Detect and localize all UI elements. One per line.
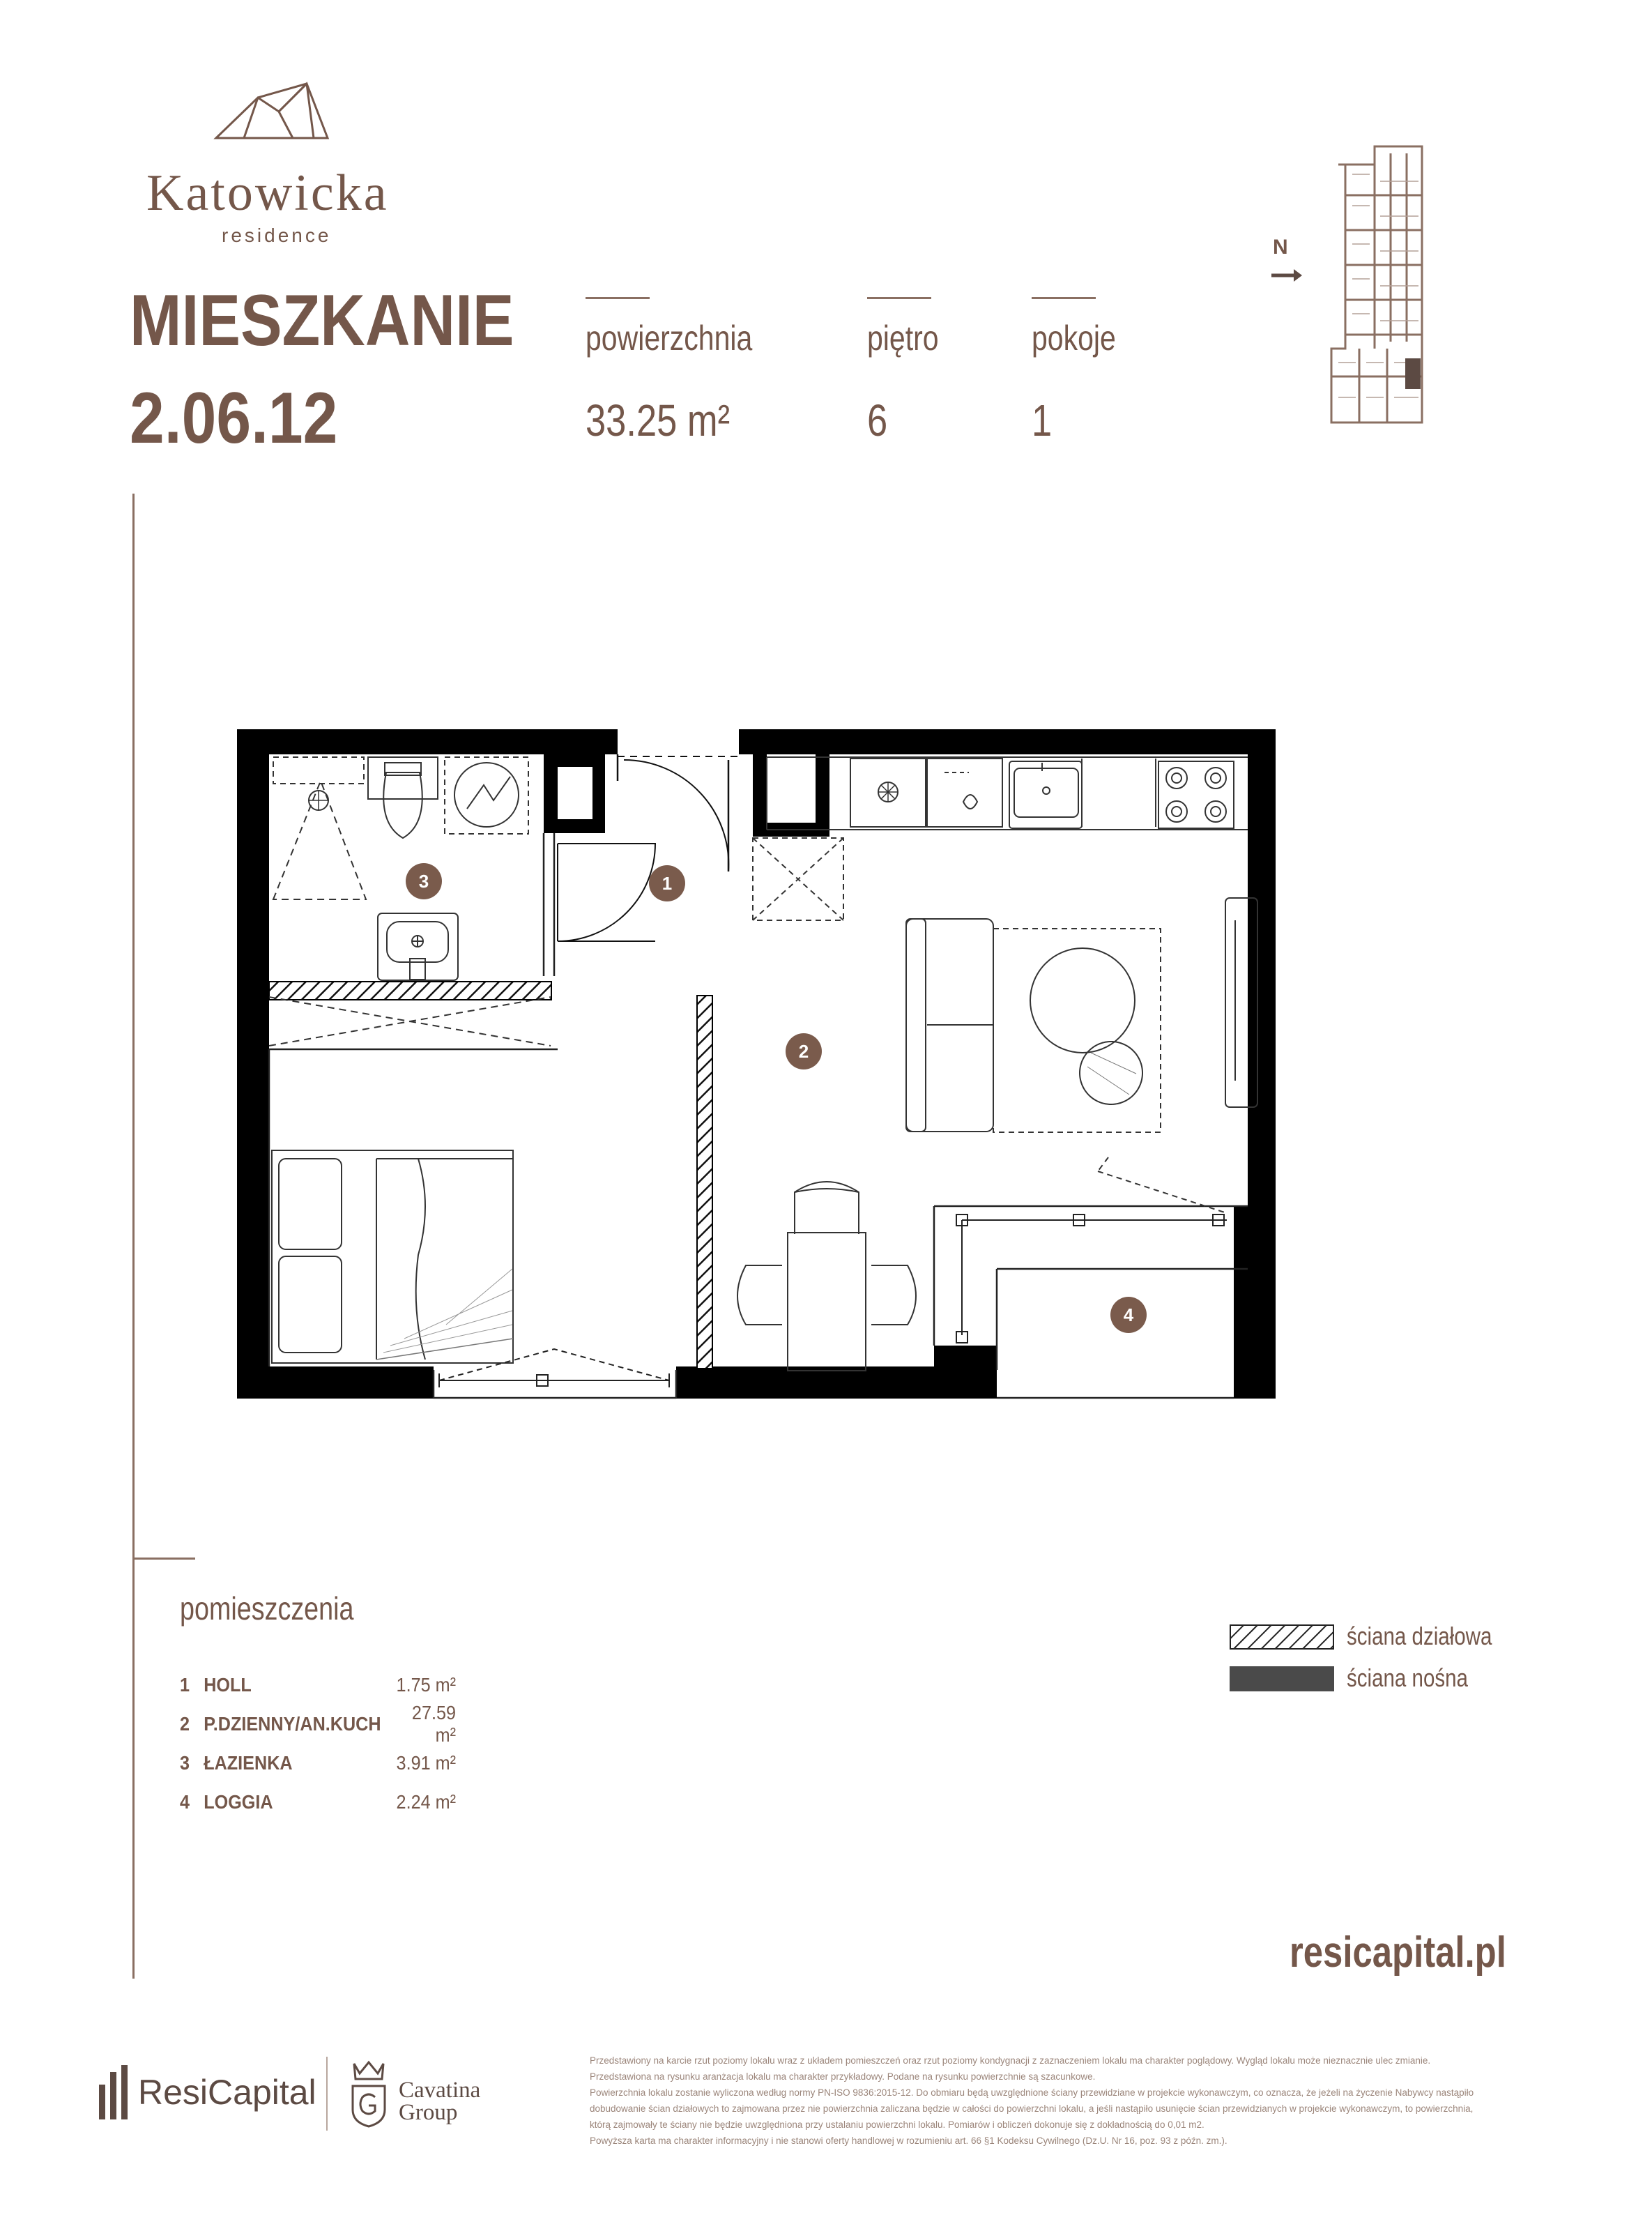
area-rule — [586, 297, 650, 299]
room-number: 1 — [180, 1674, 190, 1696]
room-name: HOLL — [204, 1674, 252, 1696]
legal-disclaimer — [590, 2053, 1489, 2149]
room-badge-3 — [406, 863, 442, 899]
floor-plan — [237, 718, 1303, 1422]
svg-text:4: 4 — [1123, 1304, 1134, 1325]
room-badge-2 — [786, 1033, 822, 1069]
left-divider-line — [132, 494, 135, 1979]
room-badge-1 — [649, 865, 685, 901]
unit-highlight — [1405, 358, 1421, 389]
partition-wall-label: ściana działowa — [1347, 1622, 1492, 1650]
room-name: ŁAZIENKA — [204, 1752, 293, 1774]
partition-wall-swatch — [1230, 1624, 1334, 1650]
brand-name: Katowicka — [146, 165, 389, 222]
rooms-rule — [1032, 297, 1096, 299]
room-name: P.DZIENNY/AN.KUCH — [204, 1713, 381, 1735]
floor-rule — [867, 297, 931, 299]
room-row — [180, 1668, 456, 1703]
room-number: 3 — [180, 1752, 190, 1774]
resicapital-logo — [98, 2064, 316, 2121]
room-area: 1.75 m² — [396, 1674, 456, 1696]
apartment-number: 2.06.12 — [130, 378, 338, 459]
room-badge-4 — [1110, 1297, 1147, 1333]
rooms-label: pokoje — [1032, 319, 1116, 358]
partition-walls — [269, 982, 712, 1369]
compass-arrow-icon — [1270, 265, 1305, 286]
room-name: LOGGIA — [204, 1791, 273, 1813]
svg-text:3: 3 — [418, 871, 429, 892]
room-area: 2.24 m² — [396, 1791, 456, 1813]
cavatina-crest-icon — [349, 2058, 389, 2128]
room-area: 27.59 m² — [411, 1702, 456, 1746]
floor-value: 6 — [867, 395, 888, 446]
room-area: 3.91 m² — [396, 1752, 456, 1774]
section-tick — [132, 1558, 195, 1560]
footer-divider — [326, 2057, 328, 2131]
rooms-value: 1 — [1032, 395, 1053, 446]
cavatina-line2: Group — [399, 2100, 458, 2125]
room-row — [180, 1785, 456, 1820]
resicapital-name: ResiCapital — [138, 2073, 316, 2112]
floor-label: piętro — [867, 319, 939, 358]
cavatina-name — [399, 2079, 480, 2124]
area-value: 33.25 m² — [586, 395, 731, 446]
disclaimer-line: Przedstawiona na rysunku aranżacja lokalu ma charakter przykładowy. Podane na rysunku powierzchnie są szacunkowe. — [590, 2071, 1096, 2082]
resicapital-bars-icon — [98, 2064, 130, 2121]
svg-text:2: 2 — [798, 1041, 809, 1062]
load-bearing-wall-label: ściana nośna — [1347, 1663, 1468, 1692]
load-bearing-wall-swatch — [1230, 1666, 1334, 1691]
brand-subtitle: residence — [222, 224, 332, 246]
brand-mountain-logo — [209, 77, 335, 143]
svg-text:1: 1 — [661, 873, 673, 894]
room-row — [180, 1746, 456, 1781]
apartment-title: MIESZKANIE — [130, 280, 514, 361]
disclaimer-line: Powierzchnia lokalu zostanie wyliczona według normy PN-ISO 9836:2015-12. Do obmiaru będą uwzględnione ściany przewidziane w projekcie wykonawczym, co oznacza, że jeżeli na życzenie Nabywcy nastąpiło dobudowanie ścian działowych to zajmowana przez nie powierzchnia zaliczana będzie w całości do powierzchni lokalu, a jeśli nastąpiło usunięcie ścian przewidzianych w projekcie wykonawczym, to powierzchnia, którą zajmowały te ściany nie będzie uwzględniona przy ustalaniu powierzchni lokalu. Pomiarów i obliczeń dokonuje się z dokładnością do 0,01 m2. — [590, 2087, 1474, 2130]
building-key-plan — [1324, 139, 1436, 425]
cavatina-line1: Cavatina — [399, 2078, 481, 2103]
website-link[interactable]: resicapital.pl — [1290, 1928, 1506, 1977]
room-row — [180, 1702, 456, 1746]
compass-label: N — [1273, 236, 1288, 259]
area-label: powierzchnia — [586, 319, 753, 358]
rooms-heading: pomieszczenia — [180, 1590, 354, 1627]
room-number: 2 — [180, 1713, 190, 1735]
room-number: 4 — [180, 1791, 190, 1813]
disclaimer-line: Powyższa karta ma charakter informacyjny i nie stanowi oferty handlowej w rozumieniu art. 66 §1 Kodeksu Cywilnego (Dz.U. Nr 16, poz. 93 z późn. zm.). — [590, 2135, 1227, 2146]
disclaimer-line: Przedstawiony na karcie rzut poziomy lokalu wraz z układem pomieszczeń oraz rzut poziomy kondygnacji z zaznaczeniem lokalu ma charakter poglądowy. Wygląd lokalu może nieznacznie ulec zmianie. — [590, 2055, 1431, 2066]
